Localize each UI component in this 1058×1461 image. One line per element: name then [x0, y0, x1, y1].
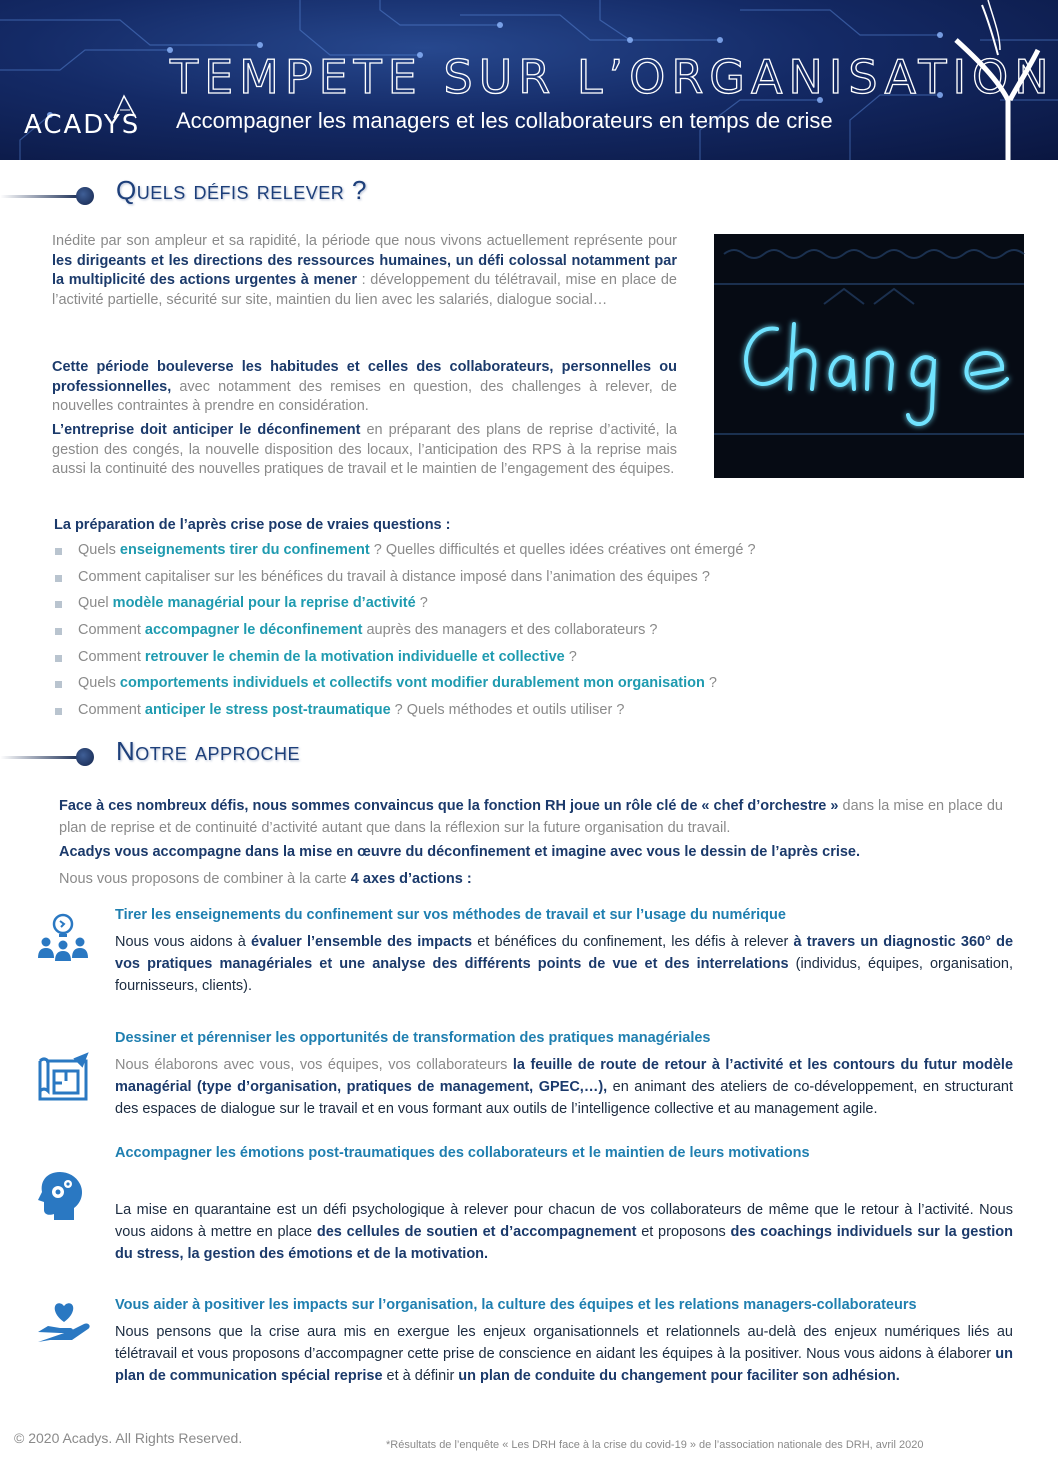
acadys-logo: ACADYS — [24, 110, 141, 140]
emphasis: des coachings individuels sur la gestion du stress, la gestion des émotions et de la motivation. — [115, 1224, 1013, 1262]
section-title: Notre approche — [116, 736, 301, 766]
emphasis: un plan de communication spécial reprise — [115, 1346, 1013, 1384]
text: Comment — [78, 702, 145, 719]
blueprint-icon — [36, 1053, 90, 1103]
questions-intro: La préparation de l’après crise pose de vraies questions : — [54, 517, 451, 533]
y-logo-icon — [948, 0, 1048, 160]
text: et bénéfices du confinement, les défis à relever — [472, 934, 794, 950]
emphasis: Face à ces nombreux défis, nous sommes convaincus que la fonction RH joue un rôle clé de « chef d’orchestre » — [59, 798, 839, 814]
axis-title: Accompagner les émotions post-traumatiques des collaborateurs et le maintien de leurs motivations — [115, 1145, 810, 1161]
text: en animant des ateliers de co-développement, en structurant des espaces de dialogue sur le travail et en vous formant aux outils de l’intelligence collective et au management agile. — [115, 1079, 1013, 1117]
text: avec notamment des remises en question, des challenges à relever, de nouvelles contraintes à prendre en considération. — [52, 378, 677, 414]
axis-title: Tirer les enseignements du confinement sur vos méthodes de travail et sur l’usage du numérique — [115, 907, 786, 923]
text: Quel — [78, 595, 113, 612]
axis-body — [115, 1199, 1013, 1265]
text: Nous pensons que la crise aura mis en exergue les enjeux organisationnels et relationnels au-delà des enjeux numériques liés au télétravail et vous proposons d’accompagner cette prise de conscience en aidant les équipes à la positiver. Nous vous aidons à élaborer — [115, 1324, 1013, 1362]
neon-sign-illustration — [714, 221, 1024, 478]
text: dans la mise en place du plan de reprise et de continuité d’activité autant que dans la réflexion sur la future organisation du travail. — [59, 798, 1003, 836]
copyright: © 2020 Acadys. All Rights Reserved. — [14, 1430, 243, 1446]
text: ? — [564, 648, 577, 665]
acadys-statement: Acadys vous accompagne dans la mise en œuvre du déconfinement et imagine avec vous le dessin de l’après crise. — [59, 844, 861, 860]
change-neon-word — [746, 324, 1007, 424]
axis-body — [115, 1321, 1013, 1387]
emphasis: un plan de conduite du changement pour faciliter son adhésion. — [458, 1368, 900, 1384]
questions-list — [52, 542, 756, 729]
list-item — [52, 675, 756, 702]
text: ? Quelles difficultés et quelles idées créatives ont émergé ? — [369, 542, 756, 558]
heading-line — [0, 195, 80, 198]
text: Inédite par son ampleur et sa rapidité, la période que nous vivons actuellement représente pour — [52, 233, 677, 249]
highlight: retrouver le chemin de la motivation individuelle et collective — [144, 648, 565, 665]
text: Quels — [78, 675, 120, 692]
emphasis: des cellules de soutien et d’accompagnement — [316, 1224, 637, 1240]
page-title: TEMPETE SUR L’ORGANISATION — [170, 50, 1055, 104]
text: ? — [704, 675, 717, 692]
highlight: enseignements tirer du confinement — [119, 542, 370, 558]
text: ? Quels méthodes et outils utiliser ? — [390, 702, 625, 719]
list-item — [52, 569, 756, 596]
deconfinement-paragraph — [52, 421, 677, 480]
heart-hand-icon — [36, 1298, 94, 1344]
heading-line — [0, 756, 80, 759]
text: Nous vous proposons de combiner à la carte — [59, 871, 351, 887]
text: Quels — [78, 542, 120, 558]
section-heading-defis — [0, 175, 500, 215]
intro-paragraph — [52, 232, 677, 310]
emphasis: 4 axes d’actions : — [350, 871, 472, 887]
emphasis: la feuille de route de retour à l’activité et les contours du futur modèle managérial (type d’organisation, pratiques de management, GPEC,…), — [115, 1057, 1014, 1095]
highlight: modèle managérial pour la reprise d’activité — [112, 595, 416, 612]
page-subtitle: Accompagner les managers et les collaborateurs en temps de crise — [176, 108, 833, 133]
text: Comment capitaliser sur les bénéfices du travail à distance imposé dans l’animation des équipes ? — [78, 568, 710, 585]
highlight: comportements individuels et collectifs vont modifier durablement mon organisation — [119, 675, 705, 692]
acadys-logo-mark-icon — [110, 92, 140, 122]
text: auprès des managers et des collaborateurs ? — [362, 622, 658, 639]
text: Nous élaborons avec vous, vos équipes, vos collaborateurs — [115, 1057, 513, 1073]
text: et proposons — [636, 1224, 731, 1240]
emphasis: les dirigeants et les directions des ressources humaines, un défi colossal notamment par la multiplicité des actions urgentes à mener — [52, 252, 677, 288]
list-item — [52, 595, 756, 622]
axis-title: Dessiner et pérenniser les opportunités de transformation des pratiques managériales — [115, 1030, 711, 1046]
text: Comment — [78, 622, 145, 639]
section-title: Quels défis relever ? — [116, 175, 367, 205]
axis-body — [115, 931, 1013, 997]
text: La mise en quarantaine est un défi psychologique à relever pour chacun de vos collaborateurs de même que le retour à l’activité. Nous vous aidons à mettre en place — [115, 1202, 1013, 1240]
heading-bullet-icon — [76, 748, 94, 766]
list-item — [52, 542, 756, 569]
emphasis: Cette période bouleverse les habitudes et celles des collaborateurs, personnelles ou professionnelles, — [52, 359, 677, 395]
heading-bullet-icon — [76, 187, 94, 205]
list-item — [52, 702, 756, 729]
section-heading-approche — [0, 736, 500, 776]
footnote: *Résultats de l’enquête « Les DRH face à la crise du covid-19 » de l’association nationale des DRH, avril 2020 — [386, 1439, 924, 1451]
change-neon-image — [714, 221, 1024, 478]
text: Comment — [78, 648, 145, 665]
header-banner — [0, 0, 1058, 160]
team-idea-icon — [36, 912, 90, 962]
text: Nous vous aidons à — [115, 934, 251, 950]
highlight: accompagner le déconfinement — [144, 622, 363, 639]
head-gears-icon — [36, 1170, 90, 1222]
list-item — [52, 622, 756, 649]
emphasis: évaluer l’ensemble des impacts — [251, 934, 473, 950]
highlight: anticiper le stress post-traumatique — [144, 702, 391, 719]
axes-intro — [59, 870, 1003, 890]
list-item — [52, 649, 756, 676]
text: : développement du télétravail, mise en place de l’activité partielle, sécurité sur site, maintien du lien avec les salariés, dialogue social… — [52, 272, 677, 308]
text: et à définir — [382, 1368, 459, 1384]
text: en préparant des plans de reprise d’activité, la gestion des congés, la nouvelle disposition des locaux, l’anticipation des RPS à la reprise mais aussi la continuité des nouvelles pratiques de travail et le maintien de l’engagement des équipes. — [52, 422, 677, 477]
axis-title: Vous aider à positiver les impacts sur l’organisation, la culture des équipes et les relations managers-collaborateurs — [115, 1297, 917, 1313]
emphasis: L’entreprise doit anticiper le déconfinement — [52, 422, 361, 438]
text: (individus, équipes, organisation, fournisseurs, clients). — [115, 956, 1013, 994]
axis-body — [115, 1054, 1013, 1120]
emphasis: à travers un diagnostic 360° de vos pratiques managériales et une analyse des différents points de vue et des interrelations — [115, 934, 1014, 972]
neon-word-text: Change — [714, 221, 771, 238]
habits-paragraph — [52, 358, 677, 417]
approach-paragraph — [59, 795, 1003, 839]
text: ? — [415, 595, 428, 612]
